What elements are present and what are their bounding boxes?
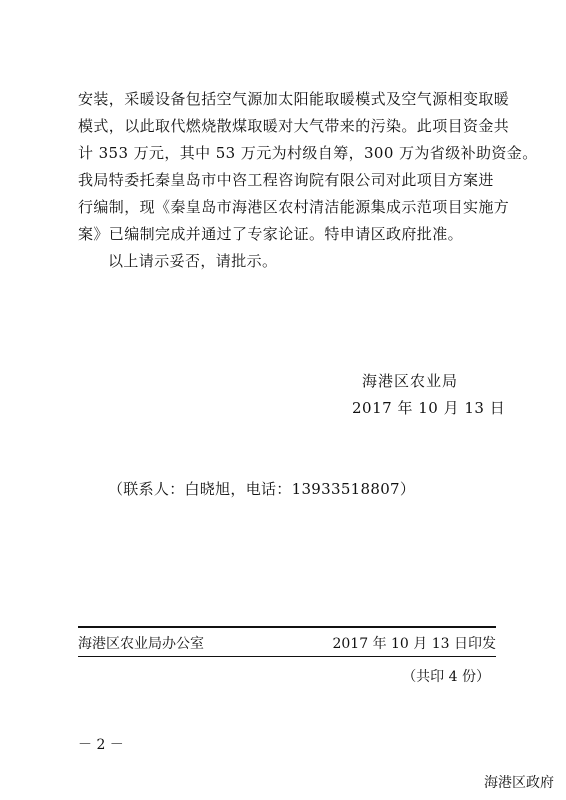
footer-print-date: 2017 年 10 月 13 日印发 — [332, 636, 496, 652]
footer-issuer: 海港区农业局办公室 — [78, 636, 204, 652]
body-line-6: 案》已编制完成并通过了专家论证。特申请区政府批准。 — [78, 225, 464, 243]
page-number: － 2 － — [78, 737, 124, 753]
footer-bottom-rule — [78, 656, 496, 657]
body-line-4: 我局特委托秦皇岛市中咨工程咨询院有限公司对此项目方案进 — [78, 171, 494, 189]
footer-copies: （共印 4 份） — [402, 669, 490, 685]
body-line-5: 行编制，现《秦皇岛市海港区农村清洁能源集成示范项目实施方 — [78, 198, 510, 216]
body-line-2: 模式，以此取代燃烧散煤取暖对大气带来的污染。此项目资金共 — [78, 117, 510, 135]
body-line-1: 安装，采暖设备包括空气源加太阳能取暖模式及空气源相变取暖 — [78, 90, 510, 108]
footer-top-rule — [78, 626, 496, 628]
signature-date: 2017 年 10 月 13 日 — [352, 399, 506, 417]
document-body — [78, 86, 538, 275]
watermark-label: 海港区政府 — [484, 775, 554, 791]
closing-line: 以上请示妥否，请批示。 — [108, 252, 278, 270]
contact-info: （联系人：白晓旭，电话：13933518807） — [108, 480, 416, 498]
signature-org: 海港区农业局 — [362, 372, 459, 390]
body-line-3: 计 353 万元，其中 53 万元为村级自筹，300 万为省级补助资金。 — [78, 144, 538, 162]
